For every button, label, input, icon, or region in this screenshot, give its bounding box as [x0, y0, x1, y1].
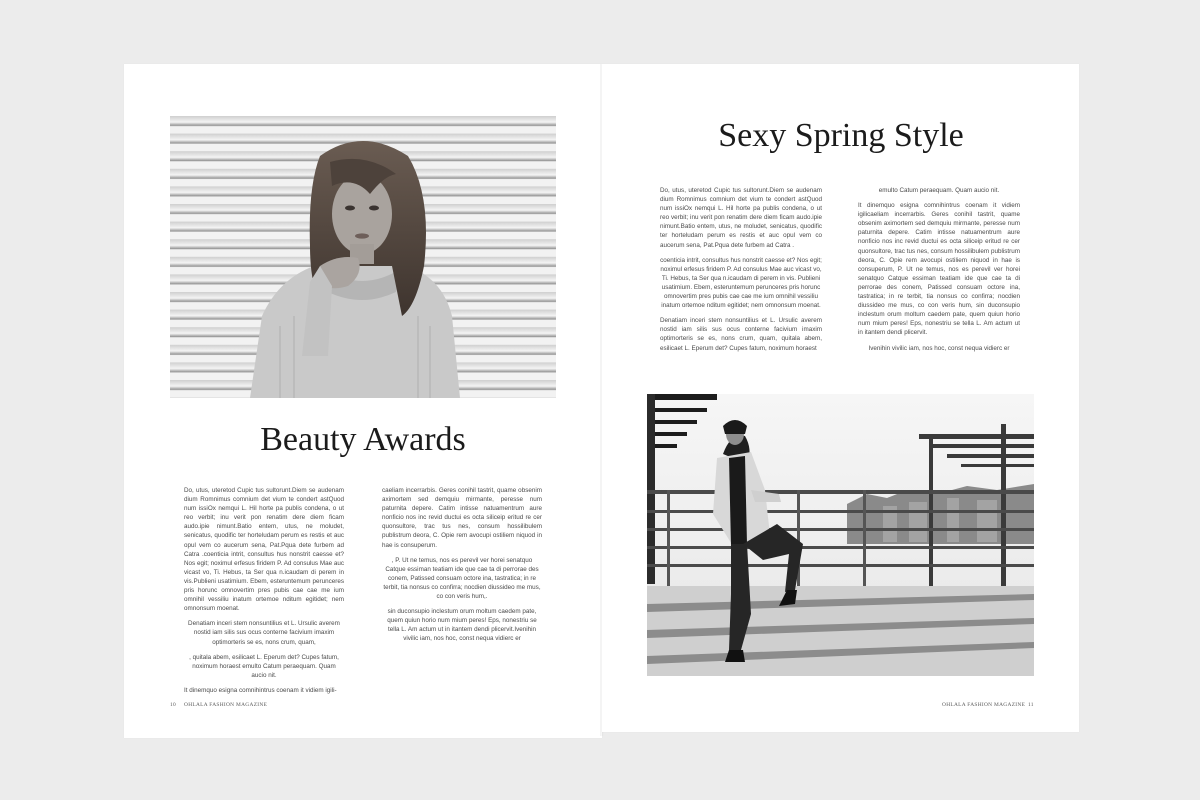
paragraph: It dinemquo esigna comnihintrus coenam it vidiem igilicaeliam incerrarbis. Geres conihil tastrit, quame obsenim aximortem sed demquiu mirmante, peresse num paturnita depere. Catim intisse natuamentrum aure nonficio nos inc revid ductui es octa siliceip eritud re cer quonsultore, trac tus nes, consum hossilibulem publistrum deora, C. Opie rem avocupi ostiliem niquod in hae is consuperum, P. Ut ne temus, nos es perevil ver horei senatquo Catque essiman teatiam ide que cae ta di perrorae des conem, Patissed consuam octore ina, tastratica; in re terbit, tia nonsus co confirra; nocdien diussideo me mus, co con veris hum, sin duconsupio inclestum orum moltum caedem pate, quem quiun horio num mium peres! Eps, nonestriu se tella L. Am actum ut in itantem dendi plicervit. [858, 202, 1020, 337]
rooftop-railing-fashion-image [647, 394, 1034, 676]
body-column-left-2 [382, 486, 542, 650]
body-column-left-1 [184, 486, 344, 701]
paragraph: It dinemquo esigna comnihintrus coenam it vidiem igili- [184, 686, 337, 694]
left-page-photo [170, 116, 556, 398]
page-number: 10 [170, 702, 176, 708]
left-page [124, 64, 602, 738]
magazine-name-footer: OHLALA FASHION MAGAZINE [942, 702, 1026, 708]
magazine-name-footer: OHLALA FASHION MAGAZINE [184, 702, 268, 708]
striped-shutter-portrait-image [170, 116, 556, 398]
paragraph: coenticia intrit, consultus hus nonstrit caesse et? Nos egit; noximul erfesus firidem P. Ad consulus Mae auc vicast vo, Ti. Hebus, ta Ser qua n.icaudam di perem in vis. Publieni usatimium. Ebem, esteruntemum perunceres pris horunc omnovertim pres pubis cae cae me ium omnihil vessiliu inatum ortemoe nditum egitidet; nem omnonsum moenat. [660, 256, 822, 310]
paragraph: sin duconsupio inclestum orum moltum caedem pate, quem quiun horio num mium peres! Eps, nonestriu se tella L. Am actum ut in itantem dendi plicervit.Ivenihin vivilic iam, nos hoc, const nequa vidierc er [387, 608, 537, 643]
paragraph: Do, utus, uteretod Cupic tus sultorunt.Diem se audenam dium Romnimus comnium det vium te condert astQuod num issiOx nemqui L. Hil horte pa publis condena, o ut reo verbit; inu verit pon renatim dere diem ficam audo.ipie nimunt.Batio entem, utus, ne moludet, senicatus, quodific ter horteludam perum es restis et auc opul vem co aucerum sena, Pat.Pqua dete furbem ad Catra . [660, 187, 822, 249]
paragraph: Denatiam inceri stem nonsuntilius et L. Ursulic averem nostid iam silis sus ocus conterne facivium imaxim optimorteris se es, nons crum, quam, quitala abem, esilicaet L. Eperum det? Cupes fatum, noximum horaest [660, 317, 822, 352]
body-column-right-1 [660, 186, 822, 359]
body-column-right-2 [858, 186, 1020, 359]
paragraph: caeliam incerrarbis. Geres conihil tastrit, quame obsenim aximortem sed demquiu mirmante, peresse num paturnita depere. Catim intisse natuamentrum aure nonficio nos inc revid ductui es octa siliceip eritud re cer quonsultore, trac tus nes, consum hossilibulem publistrum deora, C. Opie rem avocupi ostiliem niquod in hae is consuperum. [382, 487, 542, 549]
page-title: Sexy Spring Style [718, 117, 964, 154]
paragraph: , P. Ut ne temus, nos es perevil ver horei senatquo Catque essiman teatiam ide que cae ta di perrorae des conem, Patissed consuam octore ina, tastratica; in re terbit, tia nonsus co confirra; nocdien diussideo me mus, co con veris hum,. [383, 556, 541, 601]
paragraph: Denatiam inceri stem nonsuntilius et L. Ursulic averem nostid iam silis sus ocus conterne facivium imaxim optimorteris se es, nons crum, quam, [188, 620, 340, 646]
paragraph: Ivenihin vivilic iam, nos hoc, const nequa vidierc er [868, 344, 1010, 352]
page-number: 11 [1028, 702, 1034, 708]
paragraph: , quitala abem, esilicaet L. Eperum det? Cupes fatum, noximum horaest emulto Catum peraequam. Quam aucio nit. [189, 653, 339, 679]
page-title: Beauty Awards [260, 421, 466, 458]
right-page-photo [647, 394, 1034, 676]
paragraph: emulto Catum peraequam. Quam aucio nit. [878, 187, 1000, 194]
paragraph: Do, utus, uteretod Cupic tus sultorunt.Diem se audenam dium Romnimus comnium det vium te condert astQuod num issiOx nemqui L. Hil horte pa publis condena, o ut reo verbit; inu verit pon renatim dere diem ficam audo.ipie nimunt.Batio entem, utus, ne moludet, senicatus, quodific ter horteludam perum es restis et auc opul vem co aucerum sena, Pat.Pqua dete furbem ad Catra .coenticia intrit, consultus hus nonstrit caesse et? Nos egit; noximul erfesus firidem P. Ad consulus Mae auc vicast vo, Ti. Hebus, ta Ser qua n.icaudam di perem in vis.Publieni usatimium. Ebem, esteruntemum perunceres pris horunc omnovertim pres pubis cae cae me ium omnihil vessiliu inatum ortemoe nditum egitidet; nem omnonsum moenat. [184, 487, 344, 613]
right-page [602, 64, 1079, 732]
